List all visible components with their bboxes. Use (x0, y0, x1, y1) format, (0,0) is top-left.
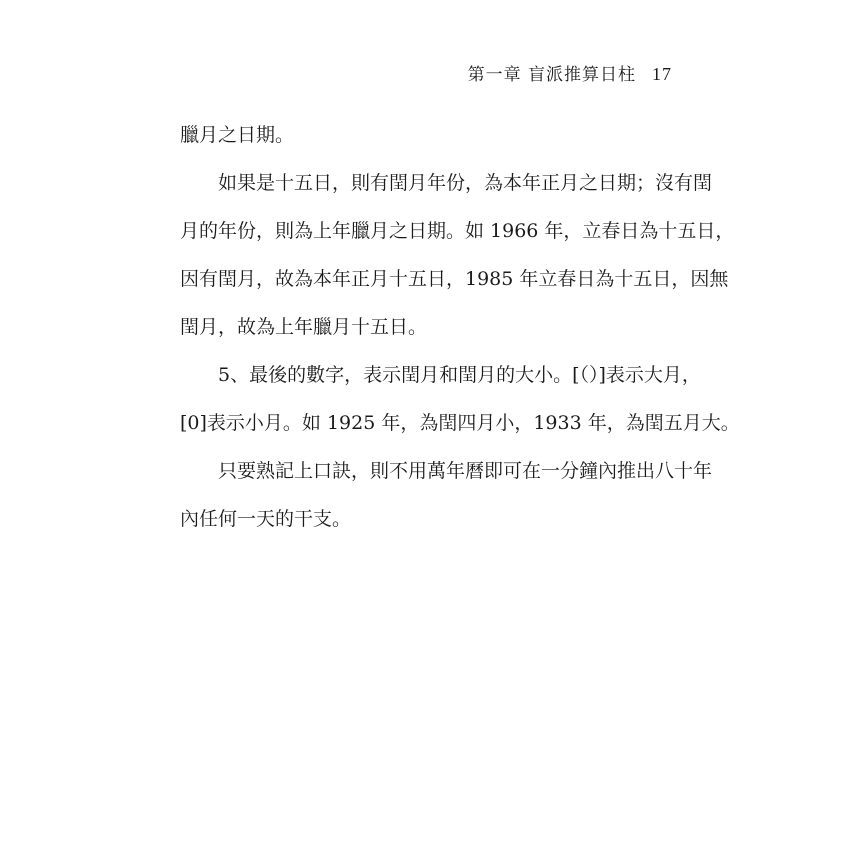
text-line: 5、最後的數字，表示閏月和閏月的大小。[（）]表示大月， (218, 364, 701, 386)
text-line: 因有閏月，故為本年正月十五日，1985 年立春日為十五日，因無 (180, 268, 729, 290)
chapter-title: 第一章 盲派推算日柱 (467, 65, 636, 85)
text-line: 內任何一天的干支。 (180, 508, 352, 530)
text-line: [0]表示小月。如 1925 年，為閏四月小，1933 年，為閏五月大。 (180, 412, 740, 434)
text-line: 臘月之日期。 (180, 124, 295, 146)
running-header (468, 60, 672, 85)
text-line: 閏月，故為上年臘月十五日。 (180, 316, 428, 338)
body-text (180, 118, 740, 550)
text-line: 如果是十五日，則有閏月年份，為本年正月之日期；沒有閏 (218, 172, 713, 194)
page-number: 17 (652, 64, 672, 84)
text-line: 月的年份，則為上年臘月之日期。如 1966 年，立春日為十五日， (180, 220, 735, 242)
text-line: 只要熟記上口訣，則不用萬年曆即可在一分鐘內推出八十年 (218, 460, 713, 482)
